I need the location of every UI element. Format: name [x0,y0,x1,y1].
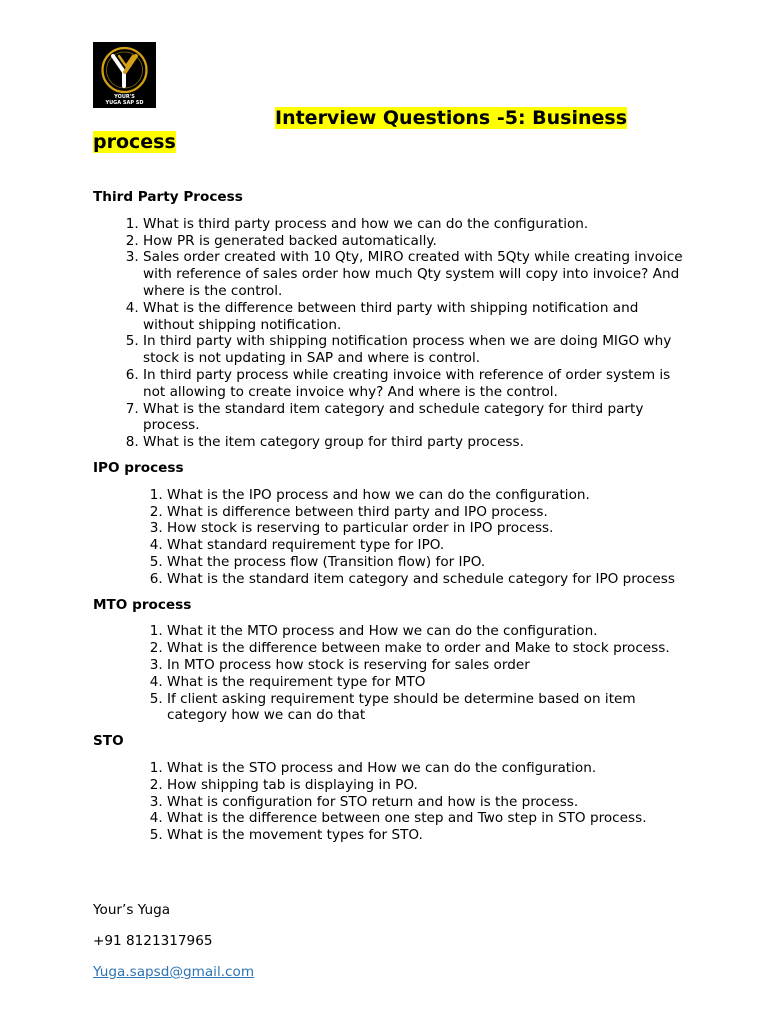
list-item: 2. What is the difference between make to order and Make to stock process. [167,640,693,657]
list-item: 4. What is the requirement type for MTO [167,674,693,691]
list-item: 7. What is the standard item category and schedule category for third party process. [143,401,693,435]
list-item: 2. What is difference between third party and IPO process. [167,504,693,521]
list-item: 1. What is the STO process and How we can do the configuration. [167,760,693,777]
list-item: 5. If client asking requirement type should be determine based on item category how we can do that [167,691,693,725]
page-title [93,106,693,154]
signature-name: Your’s Yuga [93,902,171,918]
list-item: 3. What is configuration for STO return and how is the process. [167,794,693,811]
logo [93,42,156,108]
document-body [93,189,693,853]
list-item: 5. What the process flow (Transition flow) for IPO. [167,554,693,571]
list-item: 8. What is the item category group for third party process. [143,434,693,451]
title-line-2: process [93,131,176,153]
section-heading-third-party: Third Party Process [93,189,243,205]
logo-caption-1: YOUR'S [114,94,135,100]
section-heading-ipo: IPO process [93,459,184,476]
list-item: 4. What is the difference between third party with shipping notification and without shipping notification. [143,300,693,334]
list-item: 3. How stock is reserving to particular order in IPO process. [167,520,693,537]
email-link[interactable]: Yuga.sapsd@gmail.com [93,964,255,980]
list-item: 4. What is the difference between one step and Two step in STO process. [167,810,693,827]
list-item: 1. What is third party process and how we can do the configuration. [143,216,693,233]
list-item: 5. What is the movement types for STO. [167,827,693,844]
list-item: 3. In MTO process how stock is reserving for sales order [167,657,693,674]
section-heading-sto: STO [93,733,124,750]
list-item: 6. What is the standard item category and schedule category for IPO process [167,571,693,588]
list-item: 2. How PR is generated backed automatically. [143,233,693,250]
question-list-third-party [93,216,693,451]
list-item: 5. In third party with shipping notification process when we are doing MIGO why stock is not updating in SAP and where is control. [143,333,693,367]
question-list-mto [93,623,693,724]
section-heading-mto: MTO process [93,596,192,613]
list-item: 3. Sales order created with 10 Qty, MIRO created with 5Qty while creating invoice with reference of sales order how much Qty system will copy into invoice? And where is the control. [143,249,693,299]
list-item: 2. How shipping tab is displaying in PO. [167,777,693,794]
list-item: 1. What it the MTO process and How we can do the configuration. [167,623,693,640]
list-item: 1. What is the IPO process and how we can do the configuration. [167,487,693,504]
question-list-sto [93,760,693,844]
title-line-1: Interview Questions -5: Business [275,107,628,129]
signature-phone: +91 8121317965 [93,933,213,949]
list-item: 4. What standard requirement type for IPO. [167,537,693,554]
list-item: 6. In third party process while creating invoice with reference of order system is not allowing to create invoice why? And where is the control. [143,367,693,401]
logo-caption-2: YUGA SAP SD [105,100,144,106]
question-list-ipo [93,487,693,588]
